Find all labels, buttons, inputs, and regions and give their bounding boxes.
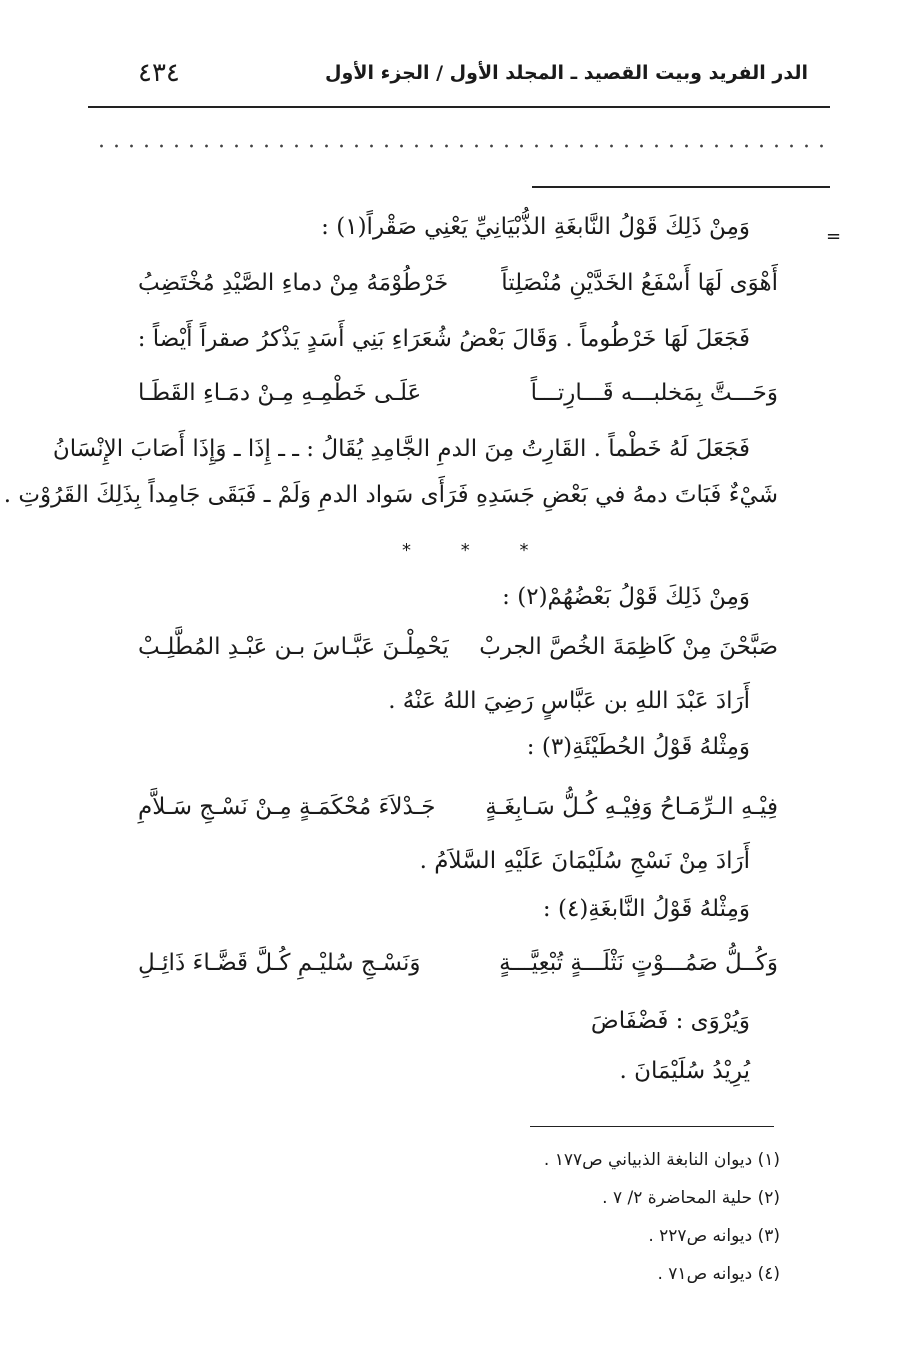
- footnote: (٤) ديوانه ص٧١ .: [657, 1264, 780, 1284]
- footnote: (٣) ديوانه ص٢٢٧ .: [648, 1226, 780, 1246]
- verse-first-hemistich: أَهْوَى لَهَا أَسْفَعُ الخَدَّيْنِ مُنْصَلِتاً: [501, 270, 778, 296]
- paragraph-line: وَمِنْ ذَلِكَ قَوْلُ النَّابغَةِ الذُّبْيَانِيِّ يَعْنِي صَقْراً(١) :: [321, 214, 750, 240]
- explanation-line: أَرَادَ عَبْدَ اللهِ بن عَبَّاسٍ رَضِيَ اللهُ عَنْهُ .: [388, 688, 750, 714]
- continuation-mark: =: [826, 226, 842, 247]
- section-intro: وَمِنْ ذَلِكَ قَوْلُ بَعْضُهُمْ(٢) :: [502, 584, 750, 610]
- header-rule: [88, 106, 830, 108]
- paragraph-line: فَجَعَلَ لَهُ خَطْماً . القَارِتُ مِنَ الدمِ الجَّامِدِ يُقَالُ : ـ ـ إِذَا ـ وَإِذَا أَصَابَ الإِنْسَانُ: [52, 436, 750, 462]
- verse-second-hemistich: يَحْمِلْـنَ عَبَّـاسَ بـن عَبْـدِ المُطَّلِـبْ: [138, 634, 449, 660]
- verse-second-hemistich: خَرْطُوْمَهُ مِنْ دماءِ الصَّيْدِ مُخْتَضِبُ: [138, 270, 449, 296]
- verse-first-hemistich: صَبَّحْنَ مِنْ كَاظِمَةَ الخُصَّ الجربْ: [479, 634, 778, 660]
- section-intro: وَمِثْلهُ قَوْلُ النَّابغَةِ(٤) :: [542, 896, 750, 922]
- verse-second-hemistich: وَنَسْـجِ سُليْـمِ كُـلَّ قَضَّـاءَ ذَائِـلِ: [138, 950, 421, 976]
- section-separator: * * *: [402, 540, 551, 561]
- paragraph-line: فَجَعَلَ لَهَا خَرْطُوماً . وَقَالَ بَعْضُ شُعَرَاءِ بَنِي أَسَدٍ يَذْكرُ صقراً أَيْضاً :: [137, 326, 750, 352]
- footnote-rule: [530, 1126, 774, 1127]
- explanation-line: وَيُرْوَى : فَضْفَاضَ: [590, 1008, 750, 1034]
- verse-second-hemistich: عَلَـى خَطْمِـهِ مِـنْ دمَـاءِ القَطَـا: [138, 380, 422, 406]
- explanation-line: أَرَادَ مِنْ نَسْجِ سُلَيْمَانَ عَلَيْهِ السَّلاَمُ .: [419, 848, 750, 874]
- verse-first-hemistich: فِيْـهِ الـرِّمَـاحُ وَفِيْـهِ كُـلُّ سَـابِغَـةٍ: [485, 794, 778, 820]
- verse-first-hemistich: وَكُــلُّ صَمُـــوْتٍ نَثْلَـــةٍ تُبْعِيَّـــةٍ: [499, 950, 778, 976]
- verse-first-hemistich: وَحَـــتَّ بِمَخلبـــه قَـــارِتـــاً: [530, 380, 778, 406]
- footnote: (٢) حلية المحاضرة ٢/ ٧ .: [602, 1188, 780, 1208]
- section-intro: وَمِثْلهُ قَوْلُ الحُطَيْئَةِ(٣) :: [526, 734, 750, 760]
- short-rule: [532, 186, 830, 188]
- page-number: ٤٣٤: [138, 58, 180, 88]
- footnote: (١) ديوان النابغة الذبياني ص١٧٧ .: [543, 1150, 780, 1170]
- paragraph-line: شَيْءٌ فَبَاتَ دمهُ في بَعْضِ جَسَدِهِ فَرَأَى سَواد الدمِ وَلَمْ ـ فَبَقَى جَامِداً بِذَلِكَ القَرُوْتِ .: [3, 482, 778, 508]
- verse-second-hemistich: جَـدْلاَءَ مُحْكَمَـةٍ مِـنْ نَسْـجِ سَـلاَّمِ: [138, 794, 436, 820]
- running-title: الدر الفريد وبيت القصيد ـ المجلد الأول / الجزء الأول: [325, 62, 808, 84]
- explanation-line: يُرِيْدُ سُلَيْمَانَ .: [619, 1058, 750, 1084]
- dotted-separator: [94, 144, 830, 148]
